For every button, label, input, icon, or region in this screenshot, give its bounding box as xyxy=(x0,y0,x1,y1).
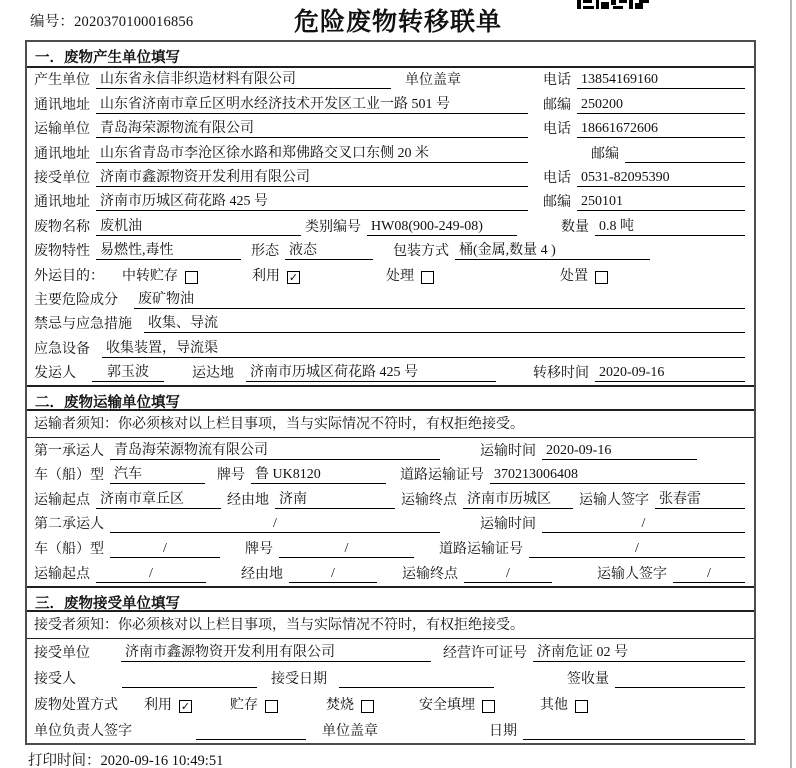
unit-seal-label: 单位盖章 xyxy=(322,724,378,740)
via-label: 经由地 xyxy=(227,492,269,508)
plate-number-label: 牌号 xyxy=(217,468,245,484)
producer-unit-label: 产生单位 xyxy=(34,73,90,89)
head-signature-label: 单位负责人签字 xyxy=(34,724,132,740)
producer-address-value: 山东省济南市章丘区明水经济技术开发区工业一路 501 号 xyxy=(96,96,528,114)
accept-person-label: 接受人 xyxy=(34,672,76,688)
emergency-equipment-row xyxy=(27,336,754,360)
first-carrier-value: 青岛海荣源物流有限公司 xyxy=(110,442,440,460)
second-vehicle-type-value: / xyxy=(110,540,220,558)
second-transport-time-value: / xyxy=(542,515,745,533)
hazard-components-label: 主要危险成分 xyxy=(34,292,118,308)
purpose-option-transfer-storage: 中转贮存 xyxy=(122,268,198,285)
accept-unit-value: 济南市鑫源物资开发利用有限公司 xyxy=(121,644,431,662)
accept-unit-label: 接受单位 xyxy=(34,645,90,661)
disposal-option-storage: 贮存 xyxy=(230,697,278,714)
first-via-value: 济南 xyxy=(275,491,395,509)
waste-name-label: 废物名称 xyxy=(34,219,90,235)
waste-name-value: 废机油 xyxy=(96,218,301,236)
receiver-address-value: 济南市历城区荷花路 425 号 xyxy=(96,193,528,211)
receiver-address-row xyxy=(27,190,754,214)
packing-label: 包装方式 xyxy=(393,244,449,260)
phone-label: 电话 xyxy=(543,170,571,186)
first-carrier-row xyxy=(27,438,754,463)
print-time-label: 打印时间： xyxy=(28,753,101,768)
packing-value: 桶(金属,数量 4 ) xyxy=(455,242,650,260)
doc-number-label: 编号： xyxy=(30,14,75,30)
receiver-unit-value: 济南市鑫源物资开发利用有限公司 xyxy=(96,169,528,187)
print-time-value: 2020-09-16 10:49:51 xyxy=(100,753,224,768)
emergency-equipment-label: 应急设备 xyxy=(34,341,90,357)
terminus-label: 运输终点 xyxy=(402,566,458,582)
vehicle-type-label: 车（船）型 xyxy=(34,542,104,558)
transfer-purpose-label: 外运目的： xyxy=(34,268,104,284)
first-plate-number-value: 鲁 UK8120 xyxy=(251,466,386,484)
receiver-phone-value: 0531-82095390 xyxy=(577,169,745,187)
hazard-components-value: 废矿物油 xyxy=(134,291,745,309)
waste-character-value: 易燃性,毒性 xyxy=(96,242,241,260)
first-origin-value: 济南市章丘区 xyxy=(96,491,221,509)
license-value: 济南危证 02 号 xyxy=(533,644,745,662)
transporter-address-value: 山东省青岛市李沧区徐水路和郑佛路交叉口东侧 20 米 xyxy=(96,145,528,163)
disposal-option-utilize: 利用 ✓ xyxy=(144,698,191,714)
second-carrier-row xyxy=(27,512,754,537)
license-label: 经营许可证号 xyxy=(443,645,527,661)
quantity-value: 0.8 吨 xyxy=(595,218,745,236)
taboo-measures-label: 禁忌与应急措施 xyxy=(34,317,132,333)
head-signature-row xyxy=(27,717,754,743)
print-time xyxy=(28,749,223,768)
date-value xyxy=(523,739,745,740)
form-table xyxy=(25,40,756,745)
quantity-label: 数量 xyxy=(561,219,589,235)
dispose-checkbox xyxy=(595,271,608,284)
purpose-option-treat: 处理 xyxy=(386,268,434,285)
transport-time-label: 运输时间 xyxy=(480,517,536,533)
origin-label: 运输起点 xyxy=(34,492,90,508)
taboo-measures-row xyxy=(27,312,754,336)
address-label: 通讯地址 xyxy=(34,97,90,113)
emergency-equipment-value: 收集装置，导流渠 xyxy=(102,340,745,358)
second-vehicle-row xyxy=(27,536,754,561)
receiver-unit-label: 接受单位 xyxy=(34,170,90,186)
producer-postcode-value: 250200 xyxy=(577,96,745,114)
qr-code-fragment xyxy=(577,0,649,9)
transporter-unit-label: 运输单位 xyxy=(34,122,90,138)
accept-person-value xyxy=(122,687,257,688)
second-road-permit-value: / xyxy=(529,540,745,558)
disposal-incinerate-checkbox xyxy=(361,700,374,713)
section-1-header: 一．废物产生单位填写 xyxy=(27,42,754,68)
transfer-time-value: 2020-09-16 xyxy=(595,364,745,382)
signed-amount-value xyxy=(615,687,745,688)
second-carrier-value: / xyxy=(110,515,440,533)
address-label: 通讯地址 xyxy=(34,195,90,211)
transporter-unit-value: 青岛海荣源物流有限公司 xyxy=(96,120,528,138)
first-carrier-label: 第一承运人 xyxy=(34,443,104,459)
vehicle-type-label: 车（船）型 xyxy=(34,468,104,484)
waste-character-label: 废物特性 xyxy=(34,244,90,260)
consignor-label: 发运人 xyxy=(34,366,76,382)
accept-unit-row xyxy=(27,639,754,665)
category-code-label: 类别编号 xyxy=(305,219,361,235)
hazard-components-row xyxy=(27,288,754,312)
first-transport-time-value: 2020-09-16 xyxy=(542,442,697,460)
purpose-option-dispose: 处置 xyxy=(560,268,608,285)
plate-number-label: 牌号 xyxy=(245,542,273,558)
second-route-row xyxy=(27,561,754,586)
transfer-purpose-row xyxy=(27,263,754,287)
transport-time-label: 运输时间 xyxy=(480,443,536,459)
postcode-label: 邮编 xyxy=(543,195,571,211)
destination-value: 济南市历城区荷花路 425 号 xyxy=(246,364,496,382)
producer-phone-value: 13854169160 xyxy=(577,71,745,89)
disposal-method-label: 废物处置方式 xyxy=(34,698,118,714)
utilize-checkbox: ✓ xyxy=(288,270,299,284)
phone-label: 电话 xyxy=(543,73,571,89)
carrier-sign-label: 运输人签字 xyxy=(597,566,667,582)
first-vehicle-row xyxy=(27,463,754,488)
signed-amount-label: 签收量 xyxy=(567,672,609,688)
disposal-landfill-checkbox xyxy=(482,700,495,713)
unit-seal-label: 单位盖章 xyxy=(405,73,461,89)
postcode-label: 邮编 xyxy=(591,146,619,162)
origin-label: 运输起点 xyxy=(34,566,90,582)
destination-label: 运达地 xyxy=(192,366,234,382)
phone-label: 电话 xyxy=(543,122,571,138)
waste-character-row xyxy=(27,239,754,263)
head-signature-value xyxy=(196,739,306,740)
first-road-permit-value: 370213006408 xyxy=(490,466,745,484)
first-vehicle-type-value: 汽车 xyxy=(110,466,205,484)
accept-date-label: 接受日期 xyxy=(271,672,327,688)
first-carrier-sign-value: 张春雷 xyxy=(655,491,745,509)
disposal-storage-checkbox xyxy=(265,700,278,713)
disposal-method-row xyxy=(27,691,754,717)
disposal-option-other: 其他 xyxy=(540,697,588,714)
consignor-row xyxy=(27,361,754,385)
treat-checkbox xyxy=(421,271,434,284)
transporter-unit-row xyxy=(27,117,754,141)
transporter-notice: 运输者须知：你必须核对以上栏目事项，当与实际情况不符时，有权拒绝接受。 xyxy=(27,411,754,438)
page-title: 危险废物转移联单 xyxy=(293,8,502,36)
disposal-option-landfill: 安全填埋 xyxy=(419,697,495,714)
disposal-utilize-checkbox: ✓ xyxy=(180,700,191,714)
receiver-unit-row xyxy=(27,166,754,190)
carrier-sign-label: 运输人签字 xyxy=(579,492,649,508)
second-carrier-sign-value: / xyxy=(673,565,745,583)
road-permit-label: 道路运输证号 xyxy=(439,542,523,558)
consignor-value: 郭玉波 xyxy=(92,364,164,382)
second-plate-number-value: / xyxy=(279,540,414,558)
producer-unit-value: 山东省永信非织造材料有限公司 xyxy=(96,71,391,89)
second-carrier-label: 第二承运人 xyxy=(34,517,104,533)
form-state-label: 形态 xyxy=(251,244,279,260)
category-code-value: HW08(900-249-08) xyxy=(367,218,517,236)
form-state-value: 液态 xyxy=(285,242,373,260)
doc-number-value: 2020370100016856 xyxy=(74,14,194,30)
section-3-header: 三．废物接受单位填写 xyxy=(27,586,754,612)
second-via-value: / xyxy=(289,565,377,583)
second-origin-value: / xyxy=(96,565,206,583)
via-label: 经由地 xyxy=(241,566,283,582)
address-label: 通讯地址 xyxy=(34,146,90,162)
page-edge-line xyxy=(790,0,792,768)
first-route-row xyxy=(27,487,754,512)
section-2-header: 二．废物运输单位填写 xyxy=(27,385,754,411)
waste-name-row xyxy=(27,214,754,238)
date-label: 日期 xyxy=(489,724,517,740)
producer-unit-row xyxy=(27,68,754,92)
receiver-notice: 接受者须知：你必须核对以上栏目事项，当与实际情况不符时，有权拒绝接受。 xyxy=(27,612,754,639)
taboo-measures-value: 收集、导流 xyxy=(144,315,745,333)
accept-date-value xyxy=(339,687,494,688)
transporter-phone-value: 18661672606 xyxy=(577,120,745,138)
terminus-label: 运输终点 xyxy=(401,492,457,508)
road-permit-label: 道路运输证号 xyxy=(400,468,484,484)
disposal-option-incinerate: 焚烧 xyxy=(326,697,374,714)
disposal-other-checkbox xyxy=(575,700,588,713)
transporter-postcode-value xyxy=(625,162,745,163)
transfer-time-label: 转移时间 xyxy=(533,366,589,382)
transfer-storage-checkbox xyxy=(185,271,198,284)
producer-address-row xyxy=(27,92,754,116)
accept-person-row xyxy=(27,665,754,691)
postcode-label: 邮编 xyxy=(543,97,571,113)
receiver-postcode-value: 250101 xyxy=(577,193,745,211)
first-terminus-value: 济南市历城区 xyxy=(463,491,573,509)
second-terminus-value: / xyxy=(464,565,552,583)
purpose-option-utilize: 利用 ✓ xyxy=(252,268,299,284)
transporter-address-row xyxy=(27,141,754,165)
